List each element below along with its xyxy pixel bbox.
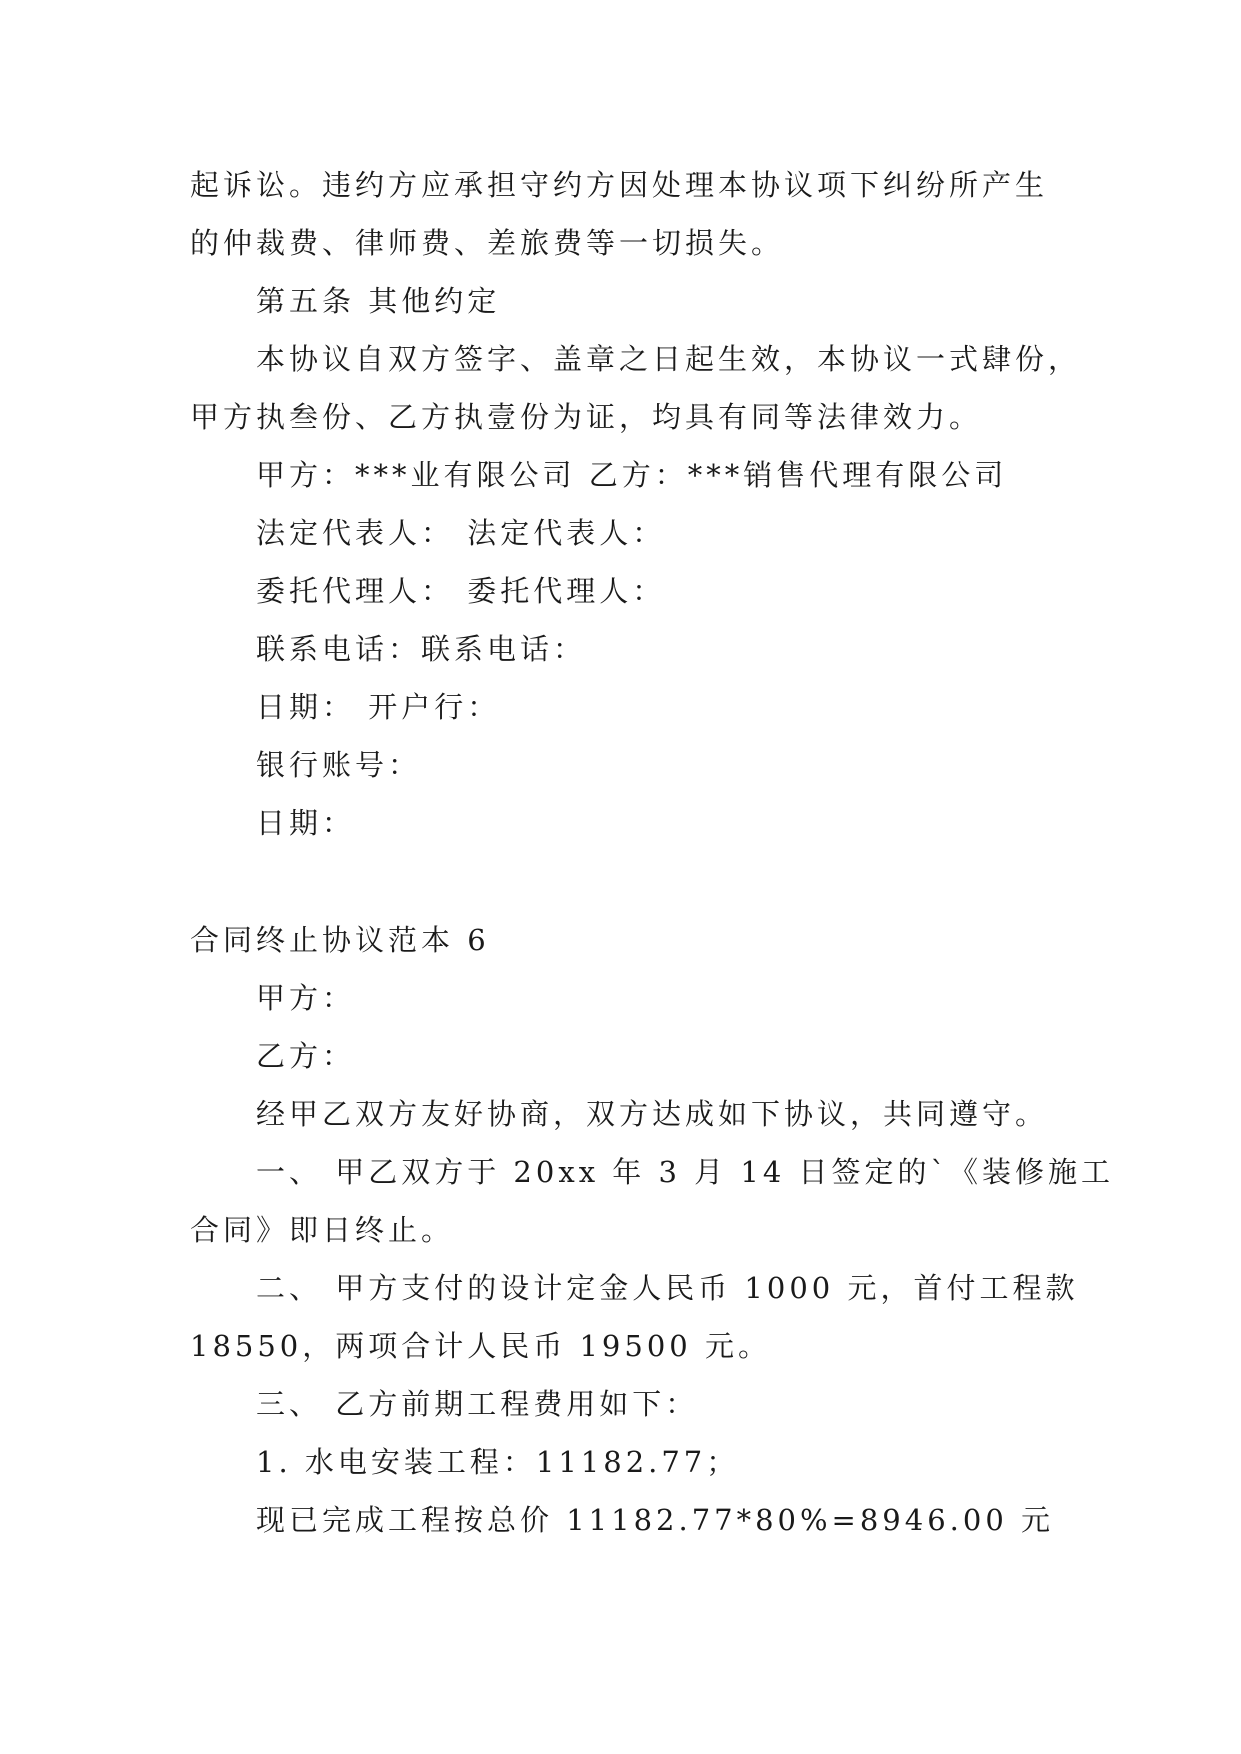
text-line: 本协议自双方签字、盖章之日起生效，本协议一式肆份， [256,342,1082,376]
section-heading: 第五条 其他约定 [256,284,501,318]
party-field: 乙方： [256,1039,356,1073]
text-line: 合同》即日终止。 [190,1213,455,1247]
text-line: 的仲裁费、律师费、差旅费等一切损失。 [190,226,785,260]
signature-field: 日期： 开户行： [256,690,501,724]
signature-field: 委托代理人： 委托代理人： [256,574,666,608]
text-line: 甲方执叁份、乙方执壹份为证，均具有同等法律效力。 [190,400,983,434]
signature-field: 联系电话：联系电话： [256,632,587,666]
list-item: 1. 水电安装工程：11182.77； [256,1445,740,1479]
signature-field: 日期： [256,806,356,840]
text-line: 经甲乙双方友好协商，双方达成如下协议，共同遵守。 [256,1097,1049,1131]
text-line: 现已完成工程按总价 11182.77*80%=8946.00 元 [256,1503,1054,1537]
document-title: 合同终止协议范本 6 [190,923,490,957]
clause-item: 三、 乙方前期工程费用如下： [256,1387,699,1421]
party-field: 甲方： [256,981,356,1015]
text-line: 起诉讼。违约方应承担守约方因处理本协议项下纠纷所产生 [190,168,1049,202]
signature-field: 法定代表人： 法定代表人： [256,516,666,550]
text-line: 18550，两项合计人民币 19500 元。 [190,1329,771,1363]
clause-item: 一、 甲乙双方于 20xx 年 3 月 14 日签定的`《装修施工 [256,1155,1114,1189]
clause-item: 二、 甲方支付的设计定金人民币 1000 元，首付工程款 [256,1271,1079,1305]
signature-parties: 甲方：***业有限公司 乙方：***销售代理有限公司 [256,458,1008,492]
signature-field: 银行账号： [256,748,422,782]
